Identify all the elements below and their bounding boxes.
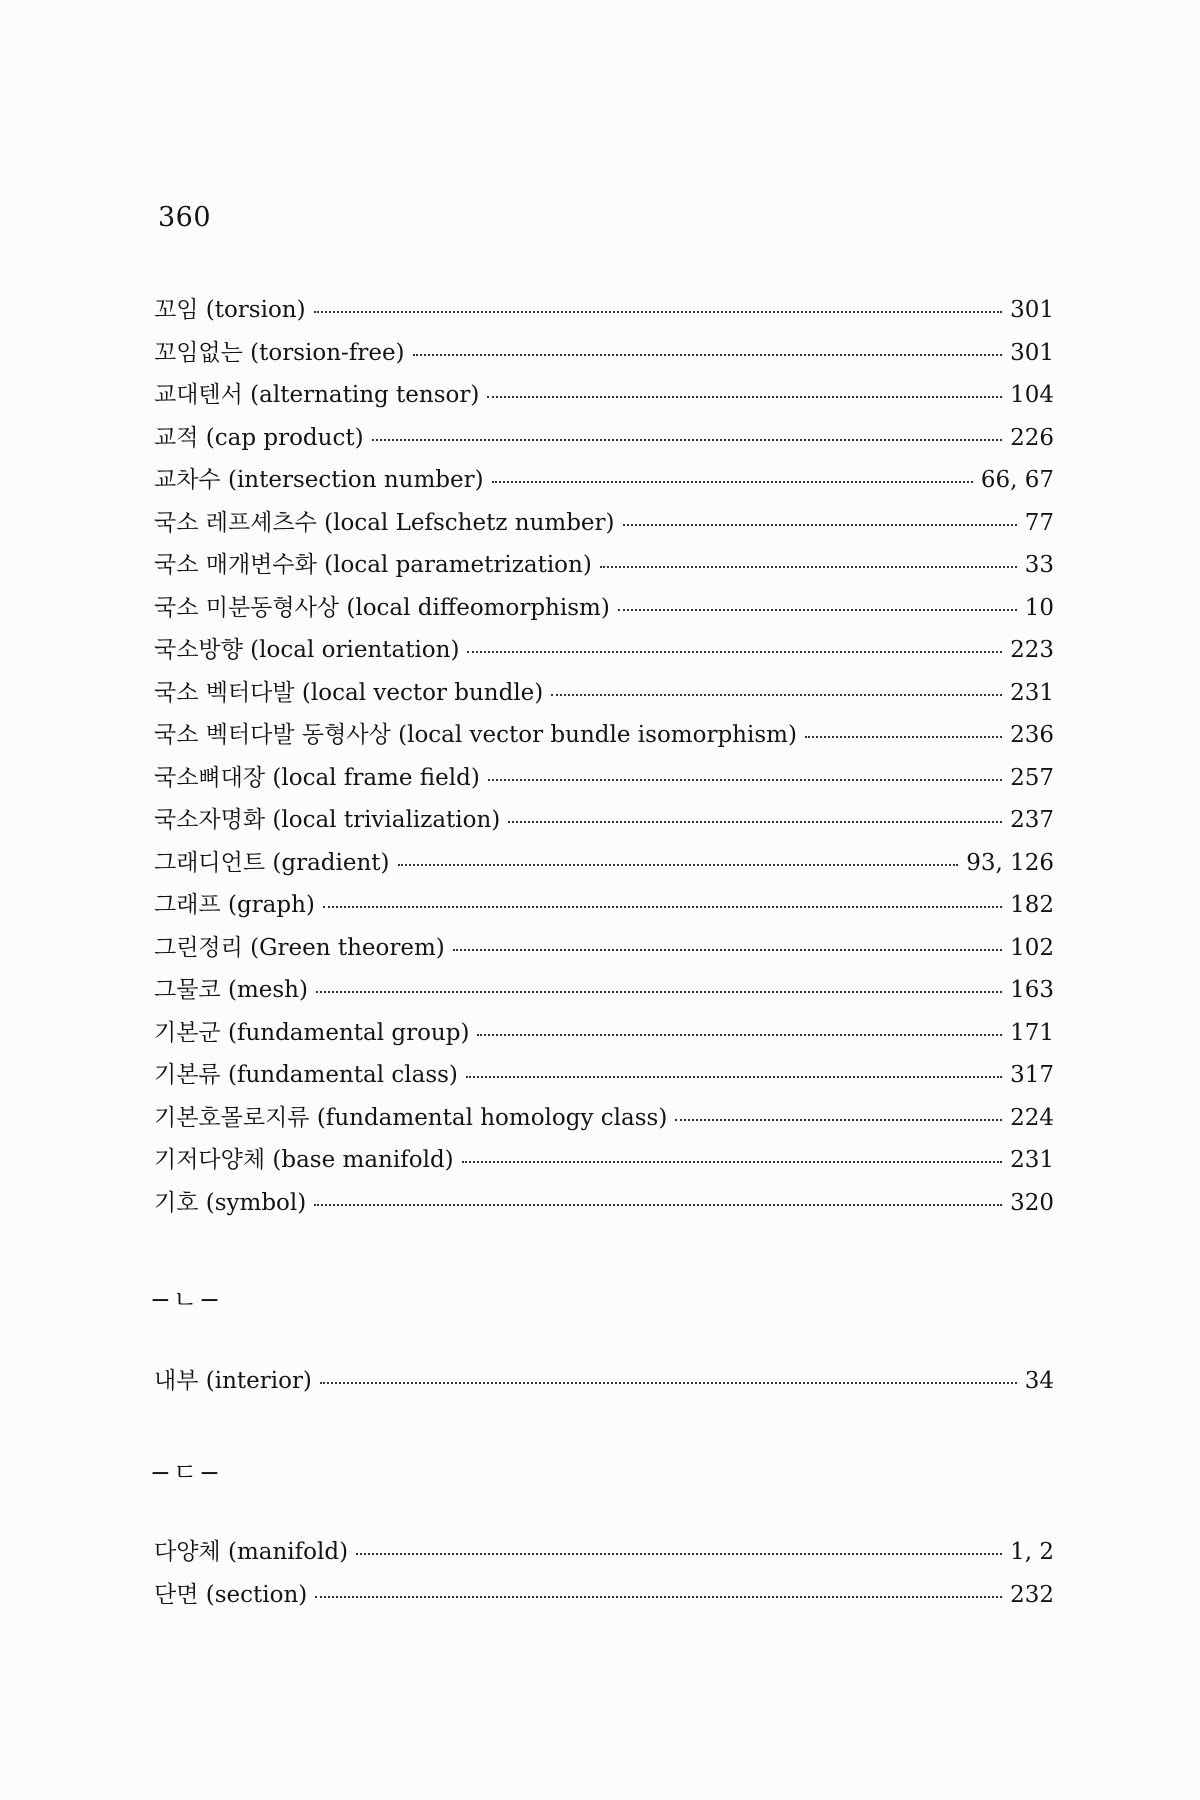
dot-leader (488, 779, 1002, 781)
index-entry (154, 971, 1054, 1014)
index-pages: 237 (1010, 807, 1054, 833)
index-term: 국소뼈대장 (local frame field) (154, 764, 480, 791)
index-pages: 320 (1010, 1189, 1054, 1216)
index-term: 기본호몰로지류 (fundamental homology class) (154, 1104, 668, 1131)
section-heading-n: −ㄴ− (150, 1285, 223, 1314)
dot-leader (372, 439, 1003, 441)
dot-leader (323, 906, 1002, 908)
dot-leader (314, 1204, 1002, 1206)
index-entry (154, 1014, 1054, 1057)
dot-leader (398, 864, 959, 866)
index-group-n (154, 1362, 1054, 1405)
page-number: 360 (158, 202, 212, 233)
dot-leader (477, 1034, 1002, 1036)
index-entry (154, 801, 1054, 844)
index-entry (154, 1533, 1054, 1576)
index-entry (154, 546, 1054, 589)
index-pages: 301 (1010, 339, 1054, 366)
dot-leader (623, 524, 1017, 526)
dot-leader (316, 991, 1002, 993)
index-term: 꼬임 (torsion) (154, 297, 306, 323)
index-term: 교대텐서 (alternating tensor) (154, 382, 480, 408)
index-pages: 182 (1010, 892, 1054, 918)
index-term: 국소 벡터다발 동형사상 (local vector bundle isomorphism) (154, 722, 797, 748)
index-pages: 66, 67 (980, 467, 1054, 493)
index-pages: 236 (1010, 722, 1054, 748)
dot-leader (508, 821, 1002, 823)
index-term: 기저다양체 (base manifold) (154, 1147, 454, 1173)
index-term: 기호 (symbol) (154, 1189, 307, 1216)
index-pages: 231 (1010, 1147, 1054, 1173)
index-term: 국소자명화 (local trivialization) (154, 807, 501, 833)
index-entry (154, 844, 1054, 887)
index-term: 단면 (section) (154, 1581, 308, 1608)
index-term: 국소 미분동형사상 (local diffeomorphism) (154, 594, 610, 621)
index-term: 기본류 (fundamental class) (154, 1062, 458, 1088)
dot-leader (315, 1596, 1002, 1598)
index-term: 기본군 (fundamental group) (154, 1019, 470, 1046)
index-entry (154, 589, 1054, 632)
index-entry (154, 759, 1054, 802)
index-entry (154, 1576, 1054, 1619)
index-entry (154, 376, 1054, 419)
dot-leader (551, 694, 1002, 696)
index-entry (154, 291, 1054, 334)
index-pages: 104 (1010, 382, 1054, 408)
index-pages: 102 (1010, 934, 1054, 961)
index-pages: 1, 2 (1010, 1539, 1054, 1565)
index-pages: 10 (1024, 594, 1054, 621)
index-pages: 257 (1010, 764, 1054, 791)
dot-leader (675, 1119, 1002, 1121)
index-entry (154, 1362, 1054, 1405)
dot-leader (618, 609, 1017, 611)
index-entry (154, 1056, 1054, 1099)
index-pages: 77 (1024, 509, 1054, 536)
dot-leader (805, 736, 1002, 738)
dot-leader (462, 1161, 1002, 1163)
index-entry (154, 334, 1054, 377)
dot-leader (356, 1553, 1002, 1555)
index-pages: 223 (1010, 637, 1054, 663)
index-pages: 231 (1010, 679, 1054, 706)
index-pages: 34 (1024, 1368, 1054, 1394)
index-term: 다양체 (manifold) (154, 1539, 349, 1565)
index-pages: 224 (1010, 1104, 1054, 1131)
index-term: 그래프 (graph) (154, 892, 315, 918)
index-term: 국소 레프셰츠수 (local Lefschetz number) (154, 509, 615, 536)
index-pages: 301 (1010, 297, 1054, 323)
index-term: 교적 (cap product) (154, 424, 364, 451)
index-pages: 33 (1024, 552, 1054, 578)
index-entry (154, 419, 1054, 462)
dot-leader (320, 1382, 1017, 1384)
index-term: 국소 매개변수화 (local parametrization) (154, 552, 592, 578)
dot-leader (453, 949, 1002, 951)
index-term: 그래디언트 (gradient) (154, 849, 390, 876)
dot-leader (487, 396, 1002, 398)
dot-leader (466, 1076, 1002, 1078)
index-term: 교차수 (intersection number) (154, 467, 484, 493)
index-entry (154, 461, 1054, 504)
index-term: 국소 벡터다발 (local vector bundle) (154, 679, 544, 706)
index-pages: 163 (1010, 977, 1054, 1003)
index-entry (154, 631, 1054, 674)
index-entry (154, 1141, 1054, 1184)
index-term: 그린정리 (Green theorem) (154, 934, 445, 961)
index-group-d (154, 1533, 1054, 1618)
index-pages: 93, 126 (966, 849, 1054, 876)
index-entry (154, 1099, 1054, 1142)
index-term: 국소방향 (local orientation) (154, 637, 460, 663)
index-term: 꼬임없는 (torsion-free) (154, 339, 405, 366)
index-pages: 226 (1010, 424, 1054, 451)
index-entry (154, 716, 1054, 759)
dot-leader (467, 651, 1002, 653)
dot-leader (492, 481, 973, 483)
index-entry (154, 1184, 1054, 1227)
section-heading-d: −ㄷ− (150, 1458, 223, 1487)
dot-leader (413, 354, 1003, 356)
index-entry (154, 929, 1054, 972)
index-group-g (154, 291, 1054, 1226)
index-term: 내부 (interior) (154, 1368, 312, 1394)
index-entry (154, 674, 1054, 717)
index-entry (154, 504, 1054, 547)
index-pages: 171 (1010, 1019, 1054, 1046)
index-pages: 232 (1010, 1581, 1054, 1608)
index-pages: 317 (1010, 1062, 1054, 1088)
dot-leader (314, 311, 1002, 313)
index-entry (154, 886, 1054, 929)
dot-leader (600, 566, 1017, 568)
index-term: 그물코 (mesh) (154, 977, 308, 1003)
